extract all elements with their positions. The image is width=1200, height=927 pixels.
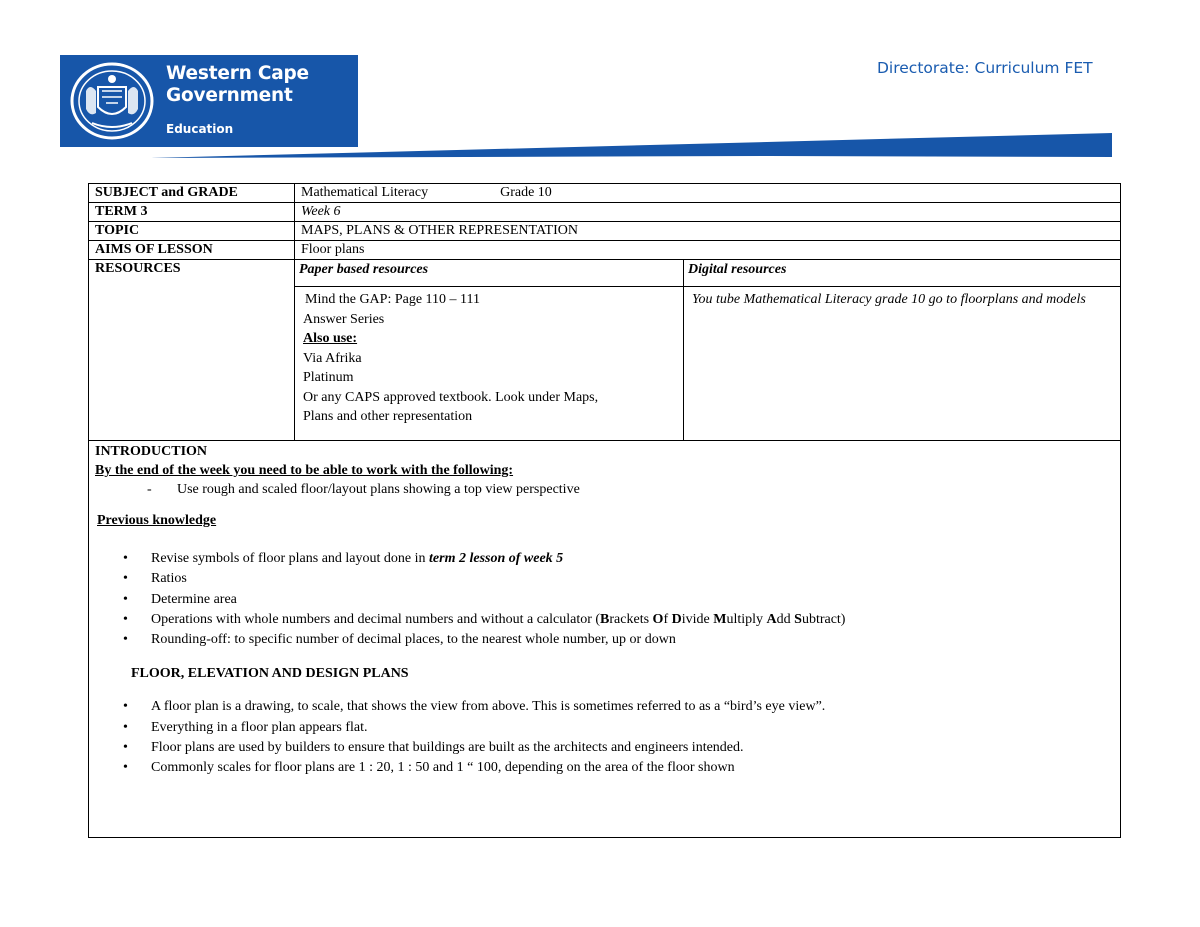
resource-via-afrika: Via Afrika: [303, 350, 362, 366]
header-swoosh: [150, 130, 1112, 162]
row-topic: [89, 222, 1121, 241]
outcome-item: - Use rough and scaled floor/layout plans showing a top view perspective: [147, 482, 580, 497]
floor-plans-section-heading: FLOOR, ELEVATION AND DESIGN PLANS: [131, 666, 409, 682]
resource-mind-the-gap: Mind the GAP: Page 110 – 111: [305, 292, 480, 307]
lesson-table: [88, 183, 1121, 838]
resource-platinum: Platinum: [303, 370, 354, 385]
paper-resources-heading: Paper based resources: [295, 260, 684, 287]
list-item: • Ratios: [123, 569, 1114, 589]
aims-value: Floor plans: [295, 241, 1121, 260]
subject-value: Mathematical Literacy Grade 10: [295, 184, 1121, 203]
directorate-label: Directorate: Curriculum FET: [877, 59, 1093, 77]
aims-label: AIMS OF LESSON: [89, 241, 295, 260]
row-aims: [89, 241, 1121, 260]
resources-label: RESOURCES: [89, 260, 295, 441]
digital-resources-heading: Digital resources: [684, 260, 1121, 287]
list-item: • Determine area: [123, 590, 1114, 610]
term-value: Week 6: [295, 203, 1121, 222]
paper-resources-list: [295, 287, 684, 441]
row-term: [89, 203, 1121, 222]
introduction-subheading: By the end of the week you need to be able to work with the following:: [95, 463, 514, 478]
row-subject: [89, 184, 1121, 203]
resource-also-use: Also use:: [303, 331, 358, 346]
row-resources-head: [89, 260, 1121, 287]
resource-caps-line2: Plans and other representation: [303, 409, 473, 424]
list-item: • Rounding-off: to specific number of decimal places, to the nearest whole number, up or down: [123, 630, 1114, 650]
logo-title: Western Cape Government: [166, 63, 309, 106]
list-item: • Operations with whole numbers and decimal numbers and without a calculator (Brackets Of Divide Multiply Add Subtract): [123, 610, 1114, 630]
digital-resource-text: You tube Mathematical Literacy grade 10 go to floorplans and models: [692, 292, 1086, 307]
list-item: • Floor plans are used by builders to ensure that buildings are built as the architects and engineers intended.: [123, 738, 1114, 758]
list-item: • Everything in a floor plan appears flat.: [123, 718, 1114, 738]
logo-subtitle: Education: [166, 122, 234, 136]
term-label: TERM 3: [89, 203, 295, 222]
resource-answer-series: Answer Series: [303, 311, 385, 327]
list-item: • Revise symbols of floor plans and layout done in term 2 lesson of week 5: [123, 549, 1114, 569]
topic-value: MAPS, PLANS & OTHER REPRESENTATION: [295, 222, 1121, 241]
introduction-cell: [89, 441, 1121, 838]
previous-knowledge-heading: Previous knowledge: [97, 513, 217, 528]
topic-label: TOPIC: [89, 222, 295, 241]
row-introduction: [89, 441, 1121, 838]
floor-plans-list: [95, 697, 1114, 778]
coat-of-arms-icon: [68, 61, 156, 141]
introduction-heading: INTRODUCTION: [95, 444, 208, 459]
list-item: • A floor plan is a drawing, to scale, that shows the view from above. This is sometimes referred to as a “bird’s eye view”.: [123, 697, 1114, 717]
list-item: • Commonly scales for floor plans are 1 : 20, 1 : 50 and 1 “ 100, depending on the area of the floor shown: [123, 758, 1114, 778]
previous-knowledge-list: [95, 549, 1114, 650]
subject-label: SUBJECT and GRADE: [89, 184, 295, 203]
grade-value: Grade 10: [500, 185, 552, 200]
resource-caps-line1: Or any CAPS approved textbook. Look under Maps,: [303, 389, 599, 405]
digital-resources-cell: [684, 287, 1121, 441]
